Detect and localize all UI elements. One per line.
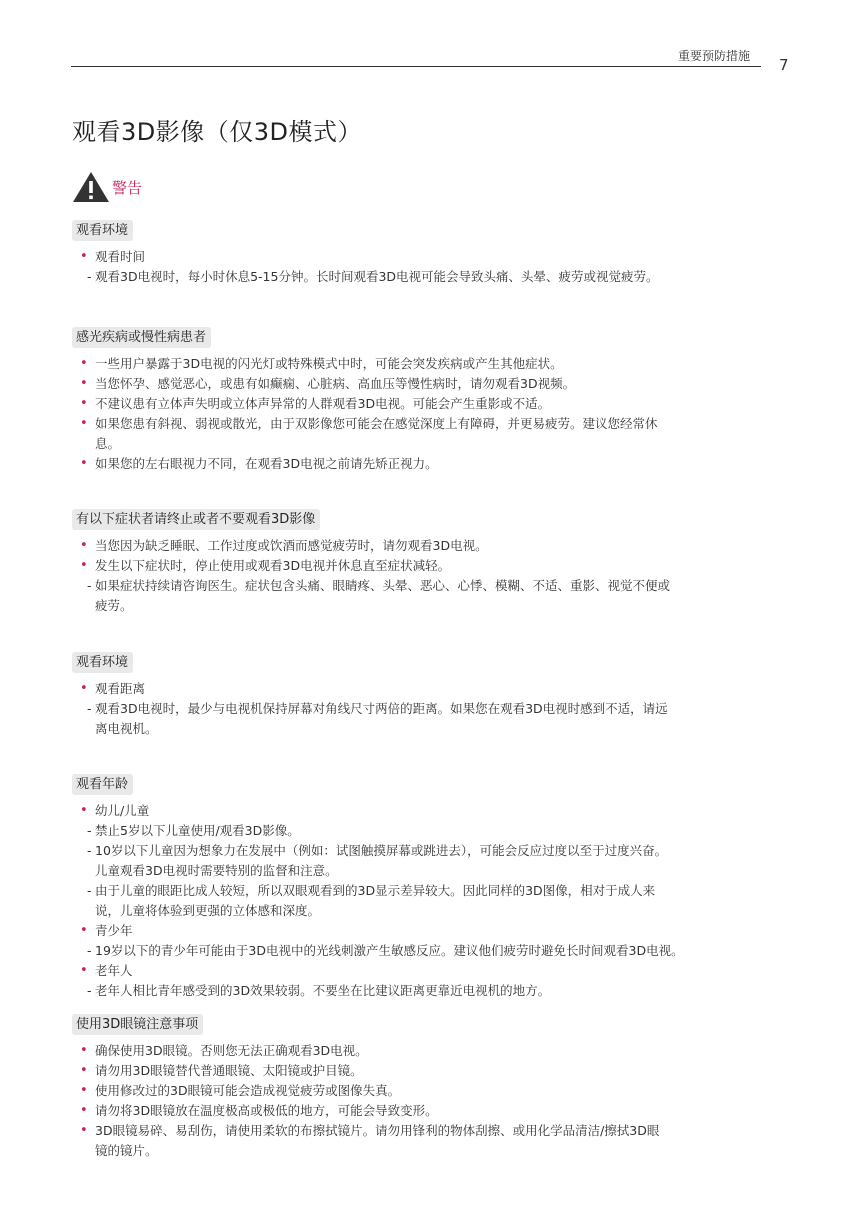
dash-item: - 观看3D电视时，每小时休息5-15分钟。长时间观看3D电视可能会导致头痛、头晕、疲劳或视觉疲劳。: [72, 267, 794, 287]
warning-text: 警告: [112, 178, 143, 197]
warning-label: [72, 171, 142, 203]
bullet-item: • 请勿将3D眼镜放在温度极高或极低的地方，可能会导致变形。: [72, 1101, 794, 1121]
running-header: 重要预防措施: [678, 49, 751, 63]
section: [72, 1013, 794, 1161]
bullet-item: • 发生以下症状时，停止使用或观看3D电视并休息直至症状减轻。: [72, 556, 794, 576]
bullet-item: • 青少年: [72, 921, 794, 941]
section-heading: 观看环境: [72, 220, 133, 241]
page-number: 7: [779, 56, 789, 74]
bullet-item: • 如果您患有斜视、弱视或散光，由于双影像您可能会在感觉深度上有障碍，并更易疲劳。建议您经常休: [72, 414, 794, 434]
continuation-text: 息。: [95, 436, 121, 451]
dash-item: - 10岁以下儿童因为想象力在发展中（例如：试图触摸屏幕或跳进去），可能会反应过度以至于过度兴奋。: [72, 841, 794, 861]
dash-item: - 如果症状持续请咨询医生。症状包含头痛、眼睛疼、头晕、恶心、心悸、模糊、不适、重影、视觉不便或: [72, 576, 794, 596]
bullet-item: • 观看时间: [72, 247, 794, 267]
dash-item: - 19岁以下的青少年可能由于3D电视中的光线刺激产生敏感反应。建议他们疲劳时避免长时间观看3D电视。: [72, 941, 794, 961]
dash-item: - 禁止5岁以下儿童使用/观看3D影像。: [72, 821, 794, 841]
dash-item: - 由于儿童的眼距比成人较短，所以双眼观看到的3D显示差异较大。因此同样的3D图像，相对于成人来: [72, 881, 794, 901]
dash-item: - 观看3D电视时，最少与电视机保持屏幕对角线尺寸两倍的距离。如果您在观看3D电视时感到不适，请远: [72, 699, 794, 719]
section-heading: 使用3D眼镜注意事项: [72, 1014, 203, 1035]
bullet-item: • 幼儿/儿童: [72, 801, 794, 821]
continuation-text: 疲劳。: [95, 598, 133, 613]
continuation-text: 离电视机。: [95, 721, 158, 736]
section-heading: 观看年龄: [72, 774, 133, 795]
continuation-text: 说，儿童将体验到更强的立体感和深度。: [95, 903, 321, 918]
bullet-item: • 观看距离: [72, 679, 794, 699]
bullet-item: • 当您怀孕、感觉恶心，或患有如癫痫、心脏病、高血压等慢性病时，请勿观看3D视频。: [72, 374, 794, 394]
bullet-item: • 确保使用3D眼镜。否则您无法正确观看3D电视。: [72, 1041, 794, 1061]
bullet-item: • 如果您的左右眼视力不同，在观看3D电视之前请先矫正视力。: [72, 454, 794, 474]
section: [72, 326, 794, 474]
section-heading: 感光疾病或慢性病患者: [72, 327, 211, 348]
section: [72, 773, 794, 1001]
section-heading: 观看环境: [72, 652, 133, 673]
bullet-item: • 使用修改过的3D眼镜可能会造成视觉疲劳或图像失真。: [72, 1081, 794, 1101]
bullet-item: • 一些用户暴露于3D电视的闪光灯或特殊模式中时，可能会突发疾病或产生其他症状。: [72, 354, 794, 374]
bullet-item: • 不建议患有立体声失明或立体声异常的人群观看3D电视。可能会产生重影或不适。: [72, 394, 794, 414]
page-title: 观看3D影像（仅3D模式）: [72, 118, 362, 146]
continuation-text: 镜的镜片。: [95, 1143, 158, 1158]
bullet-item: • 老年人: [72, 961, 794, 981]
bullet-item: • 当您因为缺乏睡眠、工作过度或饮酒而感觉疲劳时，请勿观看3D电视。: [72, 536, 794, 556]
dash-item: - 老年人相比青年感受到的3D效果较弱。不要坐在比建议距离更靠近电视机的地方。: [72, 981, 794, 1001]
section-heading: 有以下症状者请终止或者不要观看3D影像: [72, 509, 320, 530]
bullet-item: • 3D眼镜易碎、易刮伤，请使用柔软的布擦拭镜片。请勿用锋利的物体刮擦、或用化学品清洁/擦拭3D眼: [72, 1121, 794, 1141]
header-rule: [71, 66, 761, 67]
section: [72, 508, 794, 616]
section: [72, 219, 794, 287]
warning-triangle-icon: [72, 171, 110, 203]
continuation-text: 儿童观看3D电视时需要特别的监督和注意。: [95, 863, 338, 878]
warning-content: [72, 219, 794, 1184]
bullet-item: • 请勿用3D眼镜替代普通眼镜、太阳镜或护目镜。: [72, 1061, 794, 1081]
section: [72, 651, 794, 739]
